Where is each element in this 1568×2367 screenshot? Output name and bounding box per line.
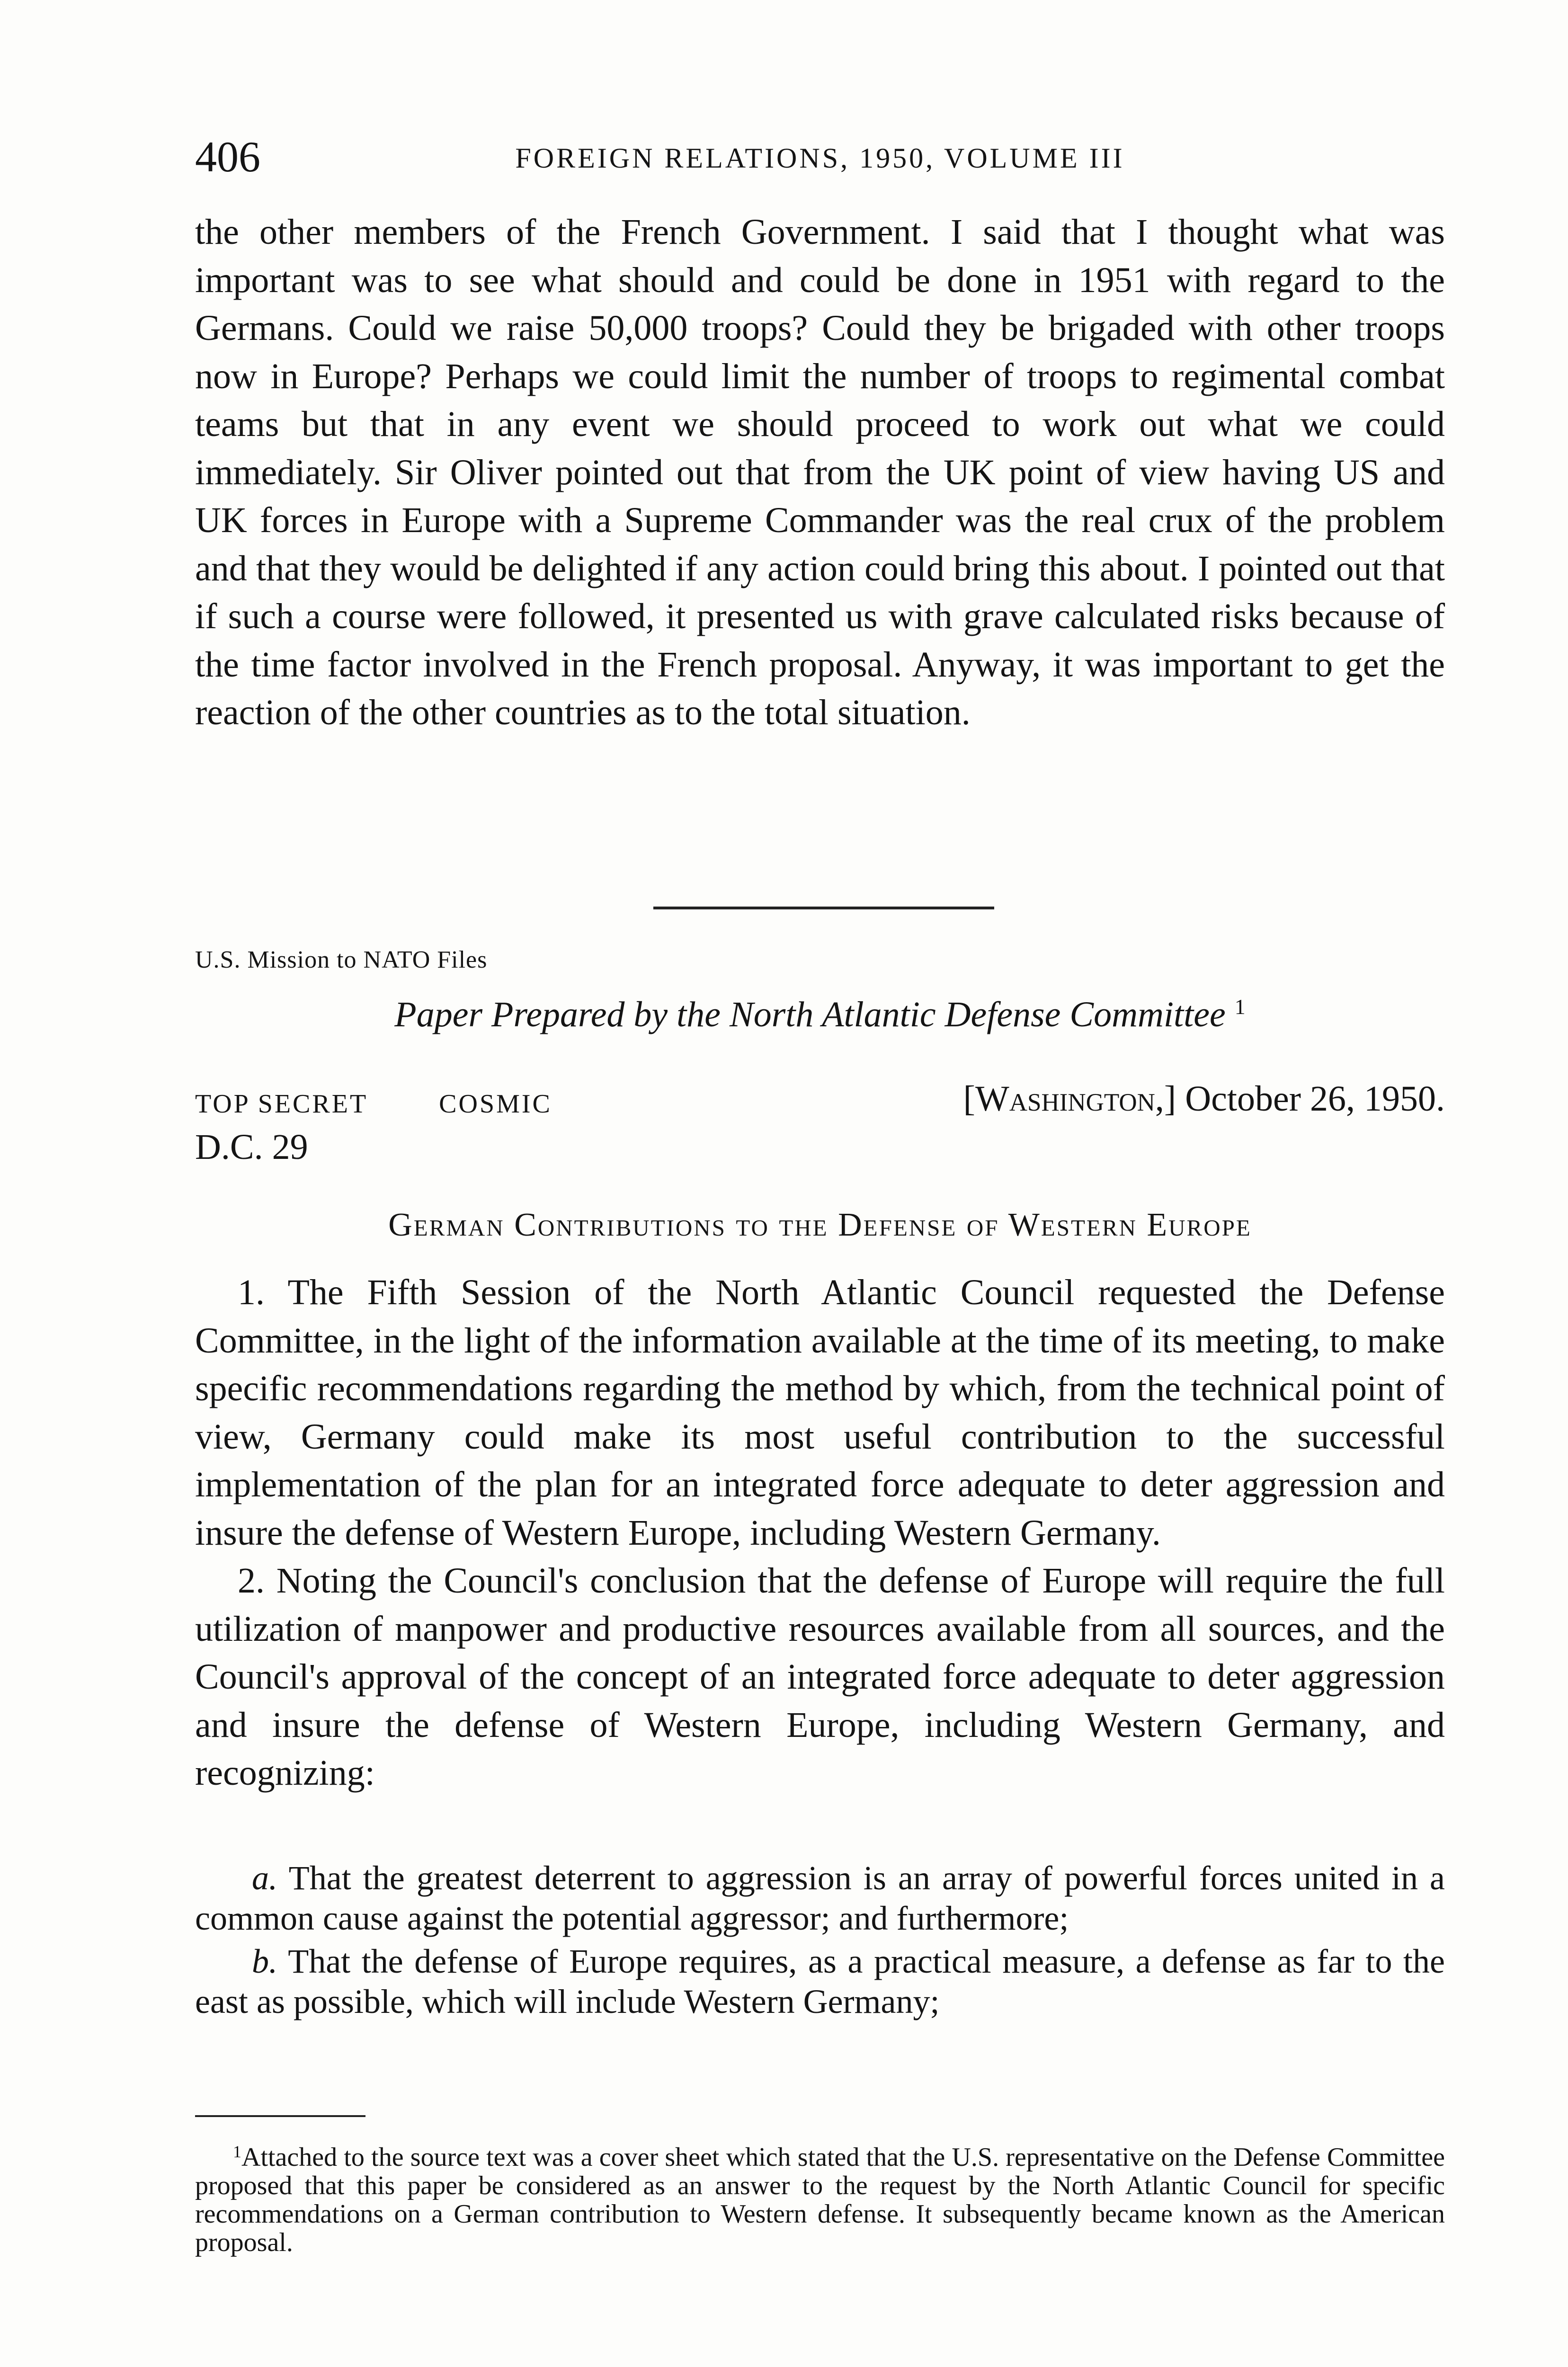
dateline-close-bracket: ,] xyxy=(1155,1079,1176,1119)
footnote-divider xyxy=(195,2115,365,2117)
footnote-paragraph xyxy=(195,2137,1445,2257)
section-title: German Contributions to the Defense of Western Europe xyxy=(388,1207,1252,1243)
footnote-reference[interactable]: 1 xyxy=(1234,995,1246,1019)
classification-cosmic: COSMIC xyxy=(439,1089,552,1119)
document-title-line xyxy=(195,994,1445,1035)
list-item-text: That the defense of Europe requires, as a practical measure, a defense as far to the east as possible, which will include Western Germany; xyxy=(195,1942,1445,2020)
dateline-open-bracket: [ xyxy=(963,1079,975,1119)
dateline-place: Washington xyxy=(975,1079,1155,1119)
list-item-label: b. xyxy=(252,1942,277,1980)
footnote-text: Attached to the source text was a cover sheet which stated that the U.S. representative on the Defense Committee proposed that this paper be considered as an answer to the request by the North Atlantic Council for specific recommendations on a German contribution to Western defense. It subsequently became known as the American proposal. xyxy=(195,2143,1445,2257)
list-item xyxy=(195,1858,1445,1939)
document-number: D.C. 29 xyxy=(195,1127,308,1167)
continued-paragraph: the other members of the French Government. I said that I thought what was important was to see what should and could be done in 1951 with regard to the Germans. Could we raise 50,000 troops? Could they be brigaded with other troops now in Europe? Perhaps we could limit the number of troops to regimental combat teams but that in any event we should proceed to work out what we could immediately. Sir Oliver pointed out that from the UK point of view having US and UK forces in Europe with a Supreme Commander was the real crux of the problem and that they would be delighted if any action could bring this about. I pointed out that if such a course were followed, it presented us with grave calculated risks because of the time factor involved in the French proposal. Anyway, it was important to get the reaction of the other countries as to the total situation. xyxy=(195,212,1445,732)
list-item-label: a. xyxy=(252,1859,277,1897)
page-number: 406 xyxy=(195,133,260,181)
section-divider xyxy=(653,907,994,909)
footnote xyxy=(195,2137,1445,2257)
source-citation: U.S. Mission to NATO Files xyxy=(195,946,488,973)
paragraph-1: 1. The Fifth Session of the North Atlantic Council requested the Defense Committee, in the light of the information available at the time of its meeting, to make specific recommendations regarding the method by which, from the technical point of view, Germany could make its most useful contribution to the successful implementation of the plan for an integrated force adequate to deter aggression and insure the defense of Western Europe, including Western Germany. xyxy=(195,1272,1445,1553)
document-title: Paper Prepared by the North Atlantic Defense Committee xyxy=(394,995,1226,1034)
continued-paragraph-block xyxy=(195,208,1445,737)
classification-line xyxy=(195,1089,552,1119)
footnote-marker: 1 xyxy=(233,2142,241,2161)
classification-top-secret: TOP SECRET xyxy=(195,1089,368,1119)
list-item-text: That the greatest deterrent to aggression is an array of powerful forces united in a common cause against the potential aggressor; and furthermore; xyxy=(195,1859,1445,1937)
dateline-date: October 26, 1950. xyxy=(1185,1079,1445,1119)
sub-items xyxy=(195,1858,1445,2022)
document-meta-row xyxy=(195,1078,1445,1126)
page-header xyxy=(195,132,1445,184)
numbered-paragraphs xyxy=(195,1269,1445,1797)
running-head: FOREIGN RELATIONS, 1950, VOLUME III xyxy=(515,142,1125,174)
paragraph-2: 2. Noting the Council's conclusion that the defense of Europe will require the full utilization of manpower and productive resources available from all sources, and the Council's approval of the concept of an integrated force adequate to deter aggression and insure the defense of Western Europe, including Western Germany, and recognizing: xyxy=(195,1561,1445,1793)
list-item xyxy=(195,1941,1445,2022)
dateline xyxy=(963,1078,1445,1120)
